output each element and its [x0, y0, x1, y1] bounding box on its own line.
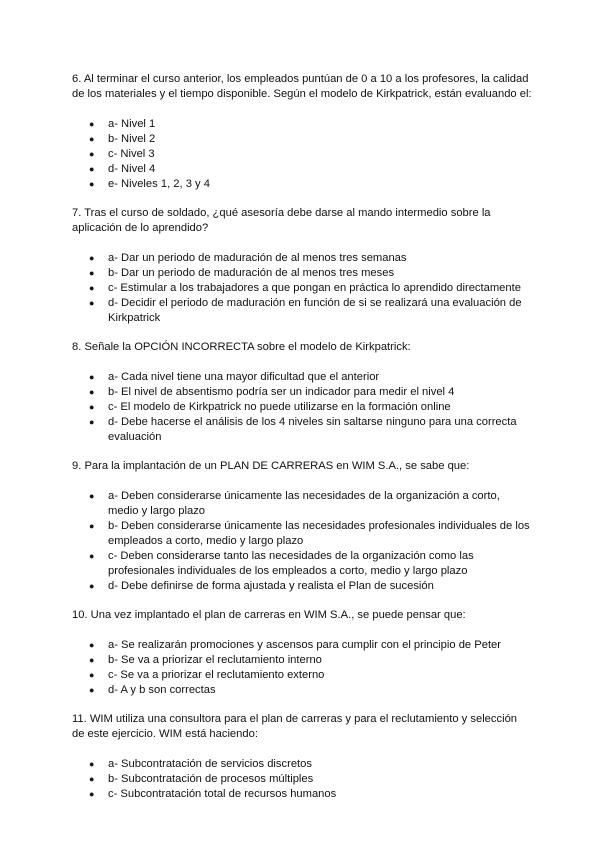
options-list [72, 117, 532, 192]
document-page [72, 72, 532, 816]
list-item: ● b- Nivel 2 [89, 133, 156, 145]
list-item: ● d- Nivel 4 [89, 163, 156, 175]
bullet-icon: ● [89, 402, 95, 412]
list-item: ● c- Deben considerarse tanto las necesidades de la organización como las profesionales individuales de los empleados a corto, medio y largo plazo [89, 550, 474, 577]
options-list [72, 757, 532, 802]
options-list [72, 489, 532, 594]
list-item: ● b- Subcontratación de procesos múltiples [89, 773, 314, 785]
list-item: ● c- El modelo de Kirkpatrick no puede utilizarse en la formación online [89, 401, 451, 413]
question-text: 6. Al terminar el curso anterior, los empleados puntúan de 0 a 10 a los profesores, la calidad de los materiales y el tiempo disponible. Según el modelo de Kirkpatrick, están evaluando el: [72, 73, 532, 100]
list-item: ● c- Nivel 3 [89, 148, 155, 160]
list-item: ● b- Deben considerarse únicamente las necesidades profesionales individuales de los empleados a corto, medio y largo plazo [89, 520, 530, 547]
list-item: ● d- Debe definirse de forma ajustada y realista el Plan de sucesión [89, 580, 434, 592]
options-list [72, 370, 532, 445]
bullet-icon: ● [89, 268, 95, 278]
list-item: ● b- Dar un periodo de maduración de al menos tres meses [89, 267, 395, 279]
bullet-icon: ● [89, 253, 95, 263]
question-9 [72, 459, 532, 594]
list-item: ● b- Se va a priorizar el reclutamiento interno [89, 654, 322, 666]
bullet-icon: ● [89, 789, 95, 799]
list-item: ● a- Nivel 1 [89, 118, 156, 130]
options-list [72, 638, 532, 698]
bullet-icon: ● [89, 283, 95, 293]
bullet-icon: ● [89, 149, 95, 159]
bullet-icon: ● [89, 521, 95, 531]
list-item: ● e- Niveles 1, 2, 3 y 4 [89, 178, 210, 190]
bullet-icon: ● [89, 119, 95, 129]
question-text: 11. WIM utiliza una consultora para el plan de carreras y para el reclutamiento y selección de este ejercicio. WIM está haciendo: [72, 713, 518, 740]
list-item: ● c- Estimular a los trabajadores a que pongan en práctica lo aprendido directamente [89, 282, 521, 294]
list-item: ● c- Se va a priorizar el reclutamiento externo [89, 669, 325, 681]
bullet-icon: ● [89, 372, 95, 382]
list-item: ● c- Subcontratación total de recursos humanos [89, 788, 337, 800]
list-item: ● a- Cada nivel tiene una mayor dificultad que el anterior [89, 371, 380, 383]
bullet-icon: ● [89, 759, 95, 769]
question-11 [72, 712, 532, 802]
list-item: ● a- Subcontratación de servicios discretos [89, 758, 312, 770]
bullet-icon: ● [89, 417, 95, 427]
bullet-icon: ● [89, 179, 95, 189]
bullet-icon: ● [89, 551, 95, 561]
bullet-icon: ● [89, 670, 95, 680]
bullet-icon: ● [89, 655, 95, 665]
question-text: 9. Para la implantación de un PLAN DE CARRERAS en WIM S.A., se sabe que: [72, 460, 470, 472]
question-6 [72, 72, 532, 192]
options-list [72, 251, 532, 326]
bullet-icon: ● [89, 685, 95, 695]
question-text: 7. Tras el curso de soldado, ¿qué asesoría debe darse al mando intermedio sobre la aplicación de lo aprendido? [72, 207, 491, 234]
list-item: ● d- Decidir el periodo de maduración en función de si se realizará una evaluación de Kirkpatrick [89, 297, 522, 324]
list-item: ● d- A y b son correctas [89, 684, 216, 696]
list-item: ● a- Se realizarán promociones y ascensos para cumplir con el principio de Peter [89, 639, 501, 651]
bullet-icon: ● [89, 640, 95, 650]
bullet-icon: ● [89, 387, 95, 397]
question-text: 10. Una vez implantado el plan de carreras en WIM S.A., se puede pensar que: [72, 609, 466, 621]
list-item: ● a- Deben considerarse únicamente las necesidades de la organización a corto, medio y largo plazo [89, 490, 500, 517]
question-10 [72, 608, 532, 698]
question-7 [72, 206, 532, 326]
list-item: ● a- Dar un periodo de maduración de al menos tres semanas [89, 252, 407, 264]
bullet-icon: ● [89, 134, 95, 144]
bullet-icon: ● [89, 298, 95, 308]
list-item: ● b- El nivel de absentismo podría ser un indicador para medir el nivel 4 [89, 386, 455, 398]
question-text: 8. Señale la OPCIÓN INCORRECTA sobre el modelo de Kirkpatrick: [72, 341, 411, 353]
bullet-icon: ● [89, 164, 95, 174]
bullet-icon: ● [89, 581, 95, 591]
bullet-icon: ● [89, 774, 95, 784]
bullet-icon: ● [89, 491, 95, 501]
question-8 [72, 340, 532, 445]
list-item: ● d- Debe hacerse el análisis de los 4 niveles sin saltarse ninguno para una correcta evaluación [89, 416, 517, 443]
